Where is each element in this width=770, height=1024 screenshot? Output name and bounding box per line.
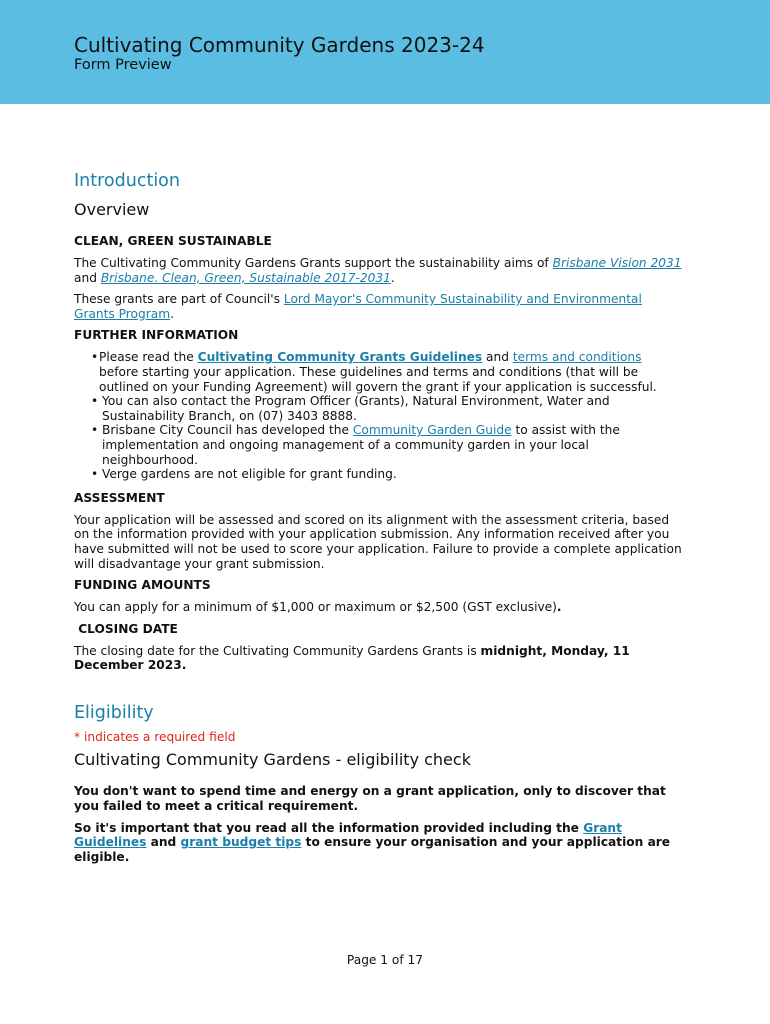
heading-closing-date: CLOSING DATE xyxy=(74,621,178,636)
paragraph-assessment: Your application will be assessed and scored on its alignment with the assessment criteria, based on the information provided with your application submission. Any information received after you have submitted will not be used to score your application. Failure to provide a complete application will disadvantage your grant submission. xyxy=(74,512,682,571)
list-item xyxy=(74,350,684,394)
text: and xyxy=(74,270,101,285)
section-title-introduction: Introduction xyxy=(74,171,180,191)
text: and xyxy=(482,350,513,365)
text: . xyxy=(170,306,174,321)
link-brisbane-clean-green[interactable]: Brisbane. Clean, Green, Sustainable 2017-2031 xyxy=(100,270,391,285)
page-header xyxy=(0,0,770,104)
paragraph-eligibility-read xyxy=(74,821,684,865)
link-grant-guidelines[interactable]: Grant Guidelines xyxy=(74,820,622,850)
text: . xyxy=(556,600,562,615)
text: and xyxy=(146,835,181,850)
subsection-title-eligibility-check: Cultivating Community Gardens - eligibility check xyxy=(74,750,471,770)
paragraph-grants-program xyxy=(74,292,684,321)
closing-date-value: midnight, Monday, 11 December 2023. xyxy=(74,643,630,673)
list-item xyxy=(74,394,684,423)
paragraph-eligibility-warning: You don't want to spend time and energy on a grant application, only to discover that you failed to meet a critical requirement. xyxy=(74,784,666,814)
paragraph-funding-amounts xyxy=(74,600,684,615)
text: before starting your application. These guidelines and terms and conditions (that will be outlined on your Funding Agreement) will govern the grant if your application is successful. xyxy=(99,364,657,394)
paragraph-sustainability-aims xyxy=(74,256,684,285)
link-grant-budget-tips[interactable]: grant budget tips xyxy=(180,835,302,850)
link-terms-and-conditions[interactable]: terms and conditions xyxy=(512,350,642,365)
form-content xyxy=(74,170,684,864)
list-item xyxy=(74,467,684,482)
text: So it's important that you read all the information provided including the xyxy=(74,820,584,835)
link-community-garden-guide[interactable]: Community Garden Guide xyxy=(352,423,512,438)
text: to ensure your organisation and your application are eligible. xyxy=(74,835,671,864)
subsection-title-overview: Overview xyxy=(74,200,150,219)
paragraph-closing-date xyxy=(74,644,684,673)
heading-clean-green: CLEAN, GREEN SUSTAINABLE xyxy=(74,234,272,248)
form-subtitle: Form Preview xyxy=(74,57,172,73)
heading-funding-amounts: FUNDING AMOUNTS xyxy=(74,578,211,593)
link-lord-mayors-grants-program[interactable]: Lord Mayor's Community Sustainability and Environmental Grants Program xyxy=(74,292,642,321)
further-information-list xyxy=(74,350,684,481)
list-item xyxy=(74,423,684,467)
page-number: Page 1 of 17 xyxy=(346,953,424,967)
text: . xyxy=(390,270,395,285)
section-title-eligibility: Eligibility xyxy=(74,702,154,723)
heading-further-information: FURTHER INFORMATION xyxy=(74,328,239,343)
text: You can also contact the Program Officer (Grants), Natural Environment, Water and Sustainability Branch, on (07) 3403 8888. xyxy=(102,394,610,423)
text: to assist with the implementation and ongoing management of a community garden in your local neighbourhood. xyxy=(102,423,620,467)
required-field-note: * indicates a required field xyxy=(74,729,236,744)
text: The Cultivating Community Gardens Grants support the sustainability aims of xyxy=(74,256,553,270)
link-cultivating-guidelines[interactable]: Cultivating Community Grants Guidelines xyxy=(197,350,483,365)
text: You can apply for a minimum of $1,000 or maximum or $2,500 (GST exclusive) xyxy=(74,600,557,615)
text: The closing date for the Cultivating Community Gardens Grants is xyxy=(74,643,481,658)
text: Please read the xyxy=(99,350,198,365)
text: Verge gardens are not eligible for grant funding. xyxy=(102,467,397,482)
text: These grants are part of Council's xyxy=(74,292,284,307)
text: Brisbane City Council has developed the xyxy=(102,423,353,438)
form-title: Cultivating Community Gardens 2023-24 xyxy=(74,33,485,57)
heading-assessment: ASSESSMENT xyxy=(74,490,165,505)
link-brisbane-vision-2031[interactable]: Brisbane Vision 2031 xyxy=(552,256,682,270)
